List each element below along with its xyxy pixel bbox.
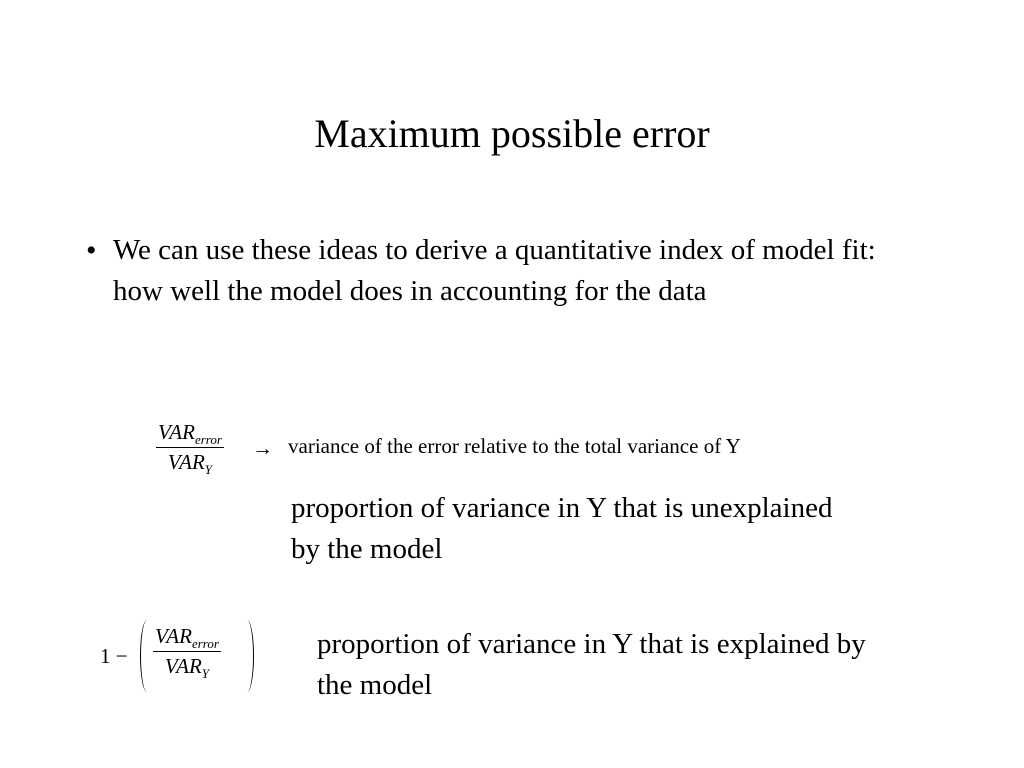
bullet-text: We can use these ideas to derive a quantitative index of model fit: how well the model does in accounting for the data	[113, 234, 876, 307]
left-paren	[140, 620, 154, 692]
numerator-var: VAR	[155, 624, 192, 648]
numerator-var: VAR	[158, 420, 195, 444]
fraction-numerator	[153, 624, 221, 651]
denominator-var: VAR	[164, 654, 202, 678]
right-arrow-icon: →	[252, 436, 273, 460]
unexplained-caption: proportion of variance in Y that is unexplained by the model	[291, 492, 833, 565]
bullet-marker: •	[86, 234, 97, 267]
explained-caption: proportion of variance in Y that is explained by the model	[317, 628, 866, 701]
one-minus-prefix: 1 −	[100, 644, 128, 668]
numerator-subscript: error	[194, 432, 222, 447]
formula-description: variance of the error relative to the total variance of Y	[288, 434, 741, 458]
slide-title: Maximum possible error	[314, 111, 710, 156]
explained-fraction	[153, 624, 221, 681]
fraction-denominator	[156, 447, 224, 477]
denominator-var: VAR	[167, 450, 205, 474]
right-paren	[240, 620, 254, 692]
fraction-numerator	[156, 420, 224, 447]
variance-ratio-fraction	[156, 420, 224, 477]
denominator-subscript: Y	[204, 462, 213, 477]
denominator-subscript: Y	[201, 666, 210, 681]
fraction-denominator	[153, 651, 221, 681]
numerator-subscript: error	[191, 636, 219, 651]
